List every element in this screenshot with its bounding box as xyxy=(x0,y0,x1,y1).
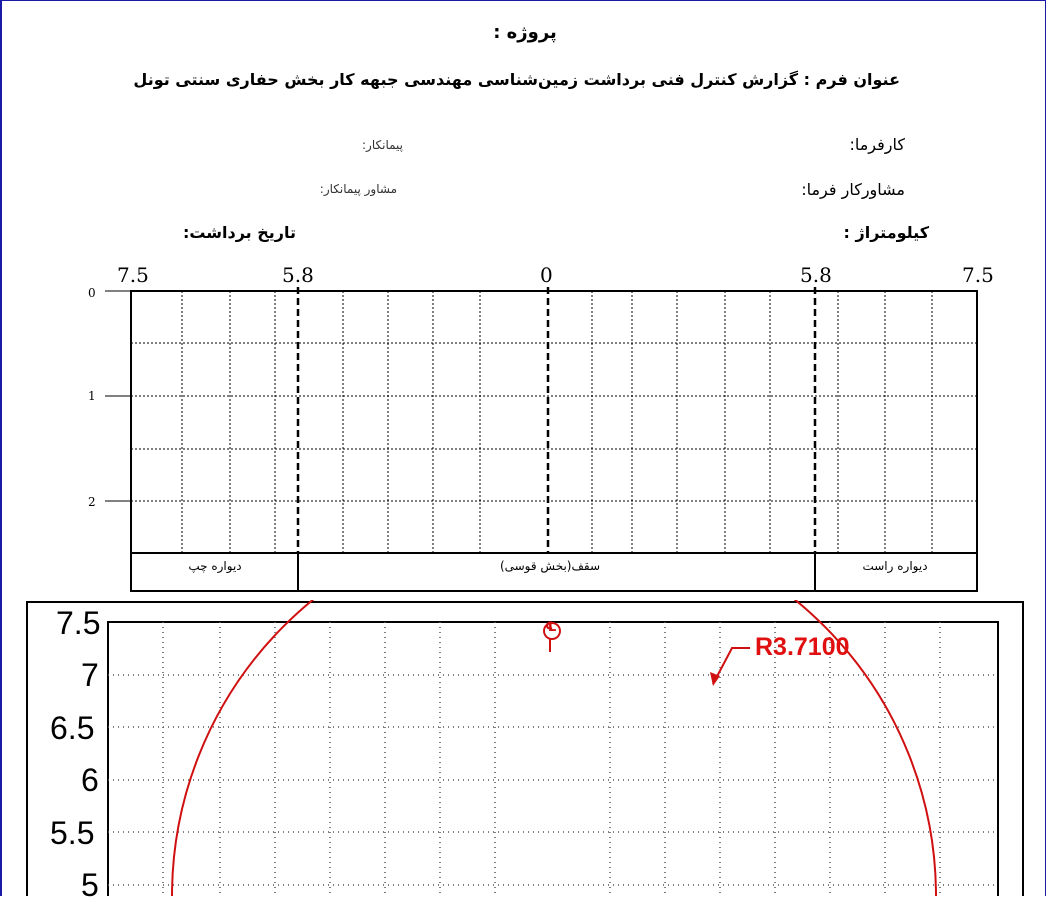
contractor-consultant-label: مشاور پیمانکار: xyxy=(319,182,397,196)
radius-label: R3.7100 xyxy=(755,633,850,661)
y-tick-5: 5 xyxy=(81,867,99,903)
top-tick-right-5-8: 5.8 xyxy=(800,263,832,287)
employer-label: کارفرما: xyxy=(849,135,905,154)
form-title: عنوان فرم : گزارش کنترل فنی برداشت زمین‌شناسی مهندسی جبهه کار بخش حفاری سنتی تونل xyxy=(133,70,900,89)
zone-roof: سقف(بخش قوسی) xyxy=(499,559,601,573)
top-tick-center-0: 0 xyxy=(540,263,553,287)
tunnel-section xyxy=(0,600,1048,896)
depth-tick-marks xyxy=(105,291,131,501)
project-label: پروژه : xyxy=(493,22,557,43)
section-plot-frame xyxy=(108,622,998,896)
zone-left-wall: دیواره چپ xyxy=(188,559,242,573)
zone-right-wall: دیواره راست xyxy=(862,559,928,573)
radius-leader xyxy=(713,648,750,684)
depth-tick-0: 0 xyxy=(88,286,96,300)
y-tick-7-5: 7.5 xyxy=(56,605,101,641)
grid-frame xyxy=(131,291,977,553)
top-tick-right-7-5: 7.5 xyxy=(962,263,994,287)
zone-boundary-lines xyxy=(298,287,815,553)
employer-consultant-label: مشاورکار فرما: xyxy=(801,180,905,199)
y-tick-6: 6 xyxy=(81,762,99,798)
section-outer-frame xyxy=(27,602,1023,896)
contractor-label: پیمانکار: xyxy=(361,138,403,152)
top-tick-left-7-5: 7.5 xyxy=(117,263,149,287)
centerline-symbol-text: ℄ xyxy=(545,620,557,635)
y-tick-7: 7 xyxy=(81,657,99,693)
survey-date-label: تاریخ برداشت: xyxy=(182,223,296,242)
top-tick-left-5-8: 5.8 xyxy=(282,263,314,287)
section-grid-horizontal xyxy=(108,675,998,885)
y-tick-5-5: 5.5 xyxy=(50,815,95,851)
grid-vertical-lines xyxy=(182,291,932,553)
grid-horizontal-lines xyxy=(131,343,977,501)
section-grid-vertical xyxy=(163,622,940,896)
depth-tick-1: 1 xyxy=(88,389,96,403)
y-tick-6-5: 6.5 xyxy=(50,710,95,746)
depth-tick-2: 2 xyxy=(88,495,96,509)
chainage-label: کیلومتراژ : xyxy=(843,223,929,242)
